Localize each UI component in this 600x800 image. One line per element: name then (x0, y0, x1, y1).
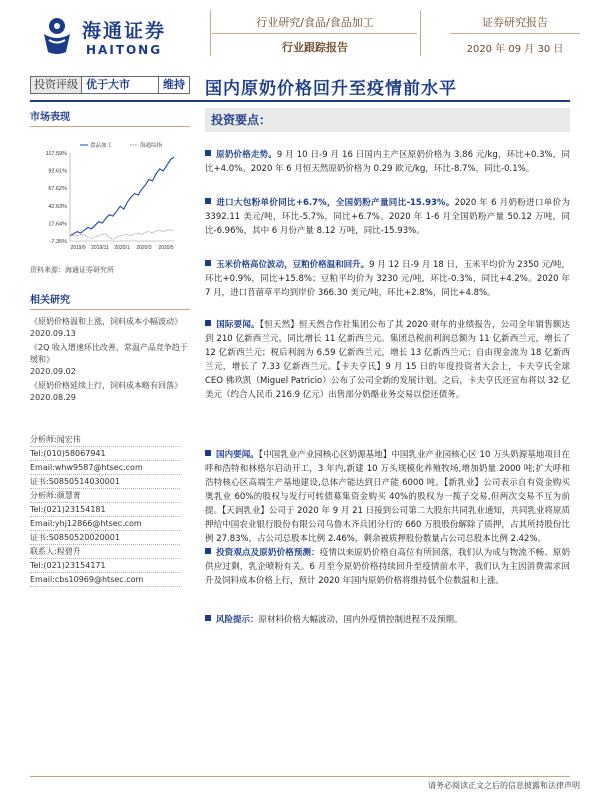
bullet-text: 【恒天然】恒天然合作社集团公布了其 2020 财年的业绩报告，公司全年销售额达到 210 亿新西兰元，同比增长 11 亿新西兰元。集团总税前利润总额为 11 亿新西兰元，增长了 12 亿新西兰元；税后利润为 6.59 亿新西兰元，增长 13 亿新西兰元；自由现金流为 18 亿新西兰元，增长了 7.33 亿新西兰元。【卡夫亨氏】9 月 15 日的年度投资者大会上，卡夫亨氏全球 CEO 佛玖凯（Miguel Patricio）公布了公司全新的发展计划。之后，卡夫亨氏还宣布将以 32 亿美元（约合人民币 216.9 亿元）出售部分奶酪业务交易以偿还债务。 (205, 320, 570, 400)
bullet-lead: 国际要闻。 (216, 320, 260, 330)
analyst-line: 证书:S0850520020001 (30, 531, 180, 545)
legend-label: 海通综指 (140, 143, 163, 149)
analyst-line: Tel:(010)58067941 (30, 447, 180, 461)
market-heading: 市场表现 (30, 108, 190, 127)
bullet-lead: 原奶价格走势。 (216, 150, 277, 160)
bullet-square-icon (205, 548, 211, 554)
related-title: 《原奶价格温和上涨，饲料成本小幅波动》 (30, 317, 182, 326)
x-tick-label: 2019/11 (91, 245, 109, 251)
y-tick-label: 17.64% (48, 221, 67, 228)
title-rule (30, 100, 570, 102)
analyst-line: 分析师:闻宏伟 (30, 433, 180, 447)
keypoint-bullet (205, 148, 570, 176)
bullet-square-icon (205, 320, 211, 326)
bullet-text: 9 月 10 日-9 月 16 日国内主产区原奶价格为 3.86 元/kg，环比+0.3%，同比+4.0%。2020 年 6 月恒天然原奶价格为 0.29 欧元/kg，环比-8.7%，同比-0.1%。 (205, 150, 570, 174)
bullet-lead: 玉米价格高位波动，豆粕价格温和回升。 (216, 260, 370, 270)
related-date: 2020.09.02 (30, 367, 76, 376)
keypoint-bullet (205, 448, 570, 546)
analyst-contacts (30, 433, 180, 587)
keypoint-bullet (205, 546, 570, 588)
logo-english-name: HAITONG (86, 43, 163, 57)
rating-value: 优于大市 (81, 77, 134, 93)
rating-action: 维持 (158, 77, 189, 93)
bullet-text: 【中国乳业产业园核心区奶源基地】中国乳业产业园核心区 10 万头奶源基地项目在呼和浩特和林格尔启动开工，3 年内,新建 10 万头规模化养殖牧场,增加奶量 2000 吨;扩大呼和浩特核心区高端生产基地建设,总体产能达到日产能 6000 吨。【新乳业】公司表示自有资金购买奥乳业 60%的股权与发行可转债募集资金购买 40%的股权为一揽子交易,但两次交易不互为前提。【天润乳业】公司于 2020 年 9 月 21 日接到公司第二大股东共同乳业通知，共同乳业将原质押给中国农业银行股份有限公司乌鲁木齐兵团分行的 660 万股股份解除了质押，占其所持股份比例 27.83%，占公司总股本比例 2.46%，剩余被质押股份数量占公司总股本比例 2.42%。 (205, 450, 570, 544)
analyst-line: Tel:(021)23154171 (30, 559, 180, 573)
sector-path: 行业研究/食品/食品加工 (256, 16, 374, 29)
analyst-email[interactable]: Email:whw9587@htsec.com (30, 461, 180, 475)
header-right (450, 14, 580, 55)
header-rule (212, 33, 417, 34)
bullet-text: 疫情以来原奶价格自高位有所回落，我们认为成与物流不畅、原奶供应过剩，乳企喷粉有关。6 月至今原奶价格持续回升至疫情前水平，我们认为主因消费需求回升及饲料成本价格上行，预计 2020 年国内原奶价格将维持低个位数温和上涨。 (205, 548, 570, 586)
series-line-industry (70, 157, 174, 236)
bullet-lead: 进口大包粉单价同比+6.7%，全国奶粉产量同比-15.93%。 (216, 198, 455, 208)
keypoints-heading: 投资要点： (205, 108, 570, 132)
analyst-email[interactable]: Email:cbs10969@htsec.com (30, 573, 180, 587)
y-tick-label: 67.62% (48, 186, 67, 193)
bullet-text: 9 月 12 日-9 月 18 日，玉米平均价为 2350 元/吨，环比+0.9%，同比+15.8%；豆粕平均价为 3230 元/吨，环比-0.3%，同比+4.2%。2020 年 7 月，进口苜蓿草平均到岸价 366.30 美元/吨，环比+2.8%，同比+4.8%。 (205, 260, 570, 298)
analyst-line: 证书:S0850514030001 (30, 475, 180, 489)
y-tick-label: 117.59% (45, 151, 67, 157)
report-date: 2020 年 09 月 30 日 (466, 44, 564, 55)
keypoint-bullet (205, 196, 570, 238)
bullet-square-icon (205, 450, 211, 456)
x-tick-label: 2019/9 (70, 245, 86, 251)
x-tick-label: 2020/3 (136, 245, 152, 251)
left-sidebar (30, 108, 190, 406)
chart-source: 资料来源：海通证券研究所 (30, 266, 114, 274)
legend-label: 食品加工 (90, 143, 113, 149)
related-date: 2020.09.13 (30, 329, 76, 338)
y-tick-label: -7.35% (49, 239, 67, 245)
keypoint-bullet (205, 258, 570, 300)
bullet-square-icon (205, 150, 211, 156)
rating-label: 投资评级 (31, 77, 81, 93)
related-title: 《2Q 收入增速环比改善，常温产品竞争趋于缓和》 (30, 343, 188, 364)
y-tick-label: 42.63% (48, 203, 67, 210)
analyst-line: 分析师:颜慧菁 (30, 489, 180, 503)
main-content (205, 108, 570, 132)
bullet-square-icon (205, 615, 211, 621)
related-heading: 相关研究 (30, 291, 190, 310)
bullet-lead: 风险提示： (216, 615, 259, 625)
related-title: 《原奶价格延续上行，饲料成本略有回落》 (30, 381, 182, 390)
footer-rule (30, 776, 570, 777)
report-category: 证券研究报告 (482, 16, 548, 29)
report-header (0, 0, 600, 72)
bullet-lead: 投资观点及原奶价格预测： (216, 548, 320, 558)
series-line-index (70, 230, 174, 240)
logo-chinese-name: 海通证券 (82, 20, 167, 42)
analyst-line: Tel:(021)23154181 (30, 503, 180, 517)
haitong-logo (38, 12, 188, 60)
keypoint-bullet (205, 613, 570, 627)
header-divider (420, 10, 421, 56)
market-chart-svg (30, 141, 180, 261)
keypoint-bullet (205, 318, 570, 402)
related-date: 2020.08.29 (30, 393, 76, 402)
market-chart (30, 141, 180, 261)
x-tick-label: 2020/1 (114, 245, 130, 251)
related-list (30, 316, 190, 404)
bullet-lead: 国内要闻。 (216, 450, 259, 460)
related-item[interactable] (30, 342, 190, 378)
header-center (210, 14, 420, 55)
header-rule (450, 33, 580, 34)
x-tick-label: 2020/5 (158, 245, 174, 251)
bullet-square-icon (205, 198, 211, 204)
haitong-emblem-icon (38, 12, 76, 56)
bullet-text: 原材料价格大幅波动，国内外疫情控制进程不及预期。 (258, 615, 463, 625)
related-item[interactable] (30, 316, 190, 340)
investment-rating (30, 76, 190, 94)
legal-disclaimer[interactable]: 请务必阅读正文之后的信息披露和法律声明 (428, 781, 580, 790)
analyst-email[interactable]: Email:yhj12866@htsec.com (30, 517, 180, 531)
bullet-text: 2020 年 6 月奶粉进口单价为 3392.11 美元/吨，环比-5.7%，同比+6.7%。2020 年 1-6 月全国奶粉产量 50.12 万吨，同比-6.96%，其中 6 月份产量 8.12 万吨，同比-15.93%。 (205, 198, 570, 236)
page-title: 国内原奶价格回升至疫情前水平 (205, 79, 457, 99)
bullet-square-icon (205, 260, 211, 266)
y-tick-label: 92.61% (48, 168, 67, 175)
analyst-line: 联系人:程碧升 (30, 545, 180, 559)
related-item[interactable] (30, 380, 190, 404)
report-type: 行业跟踪报告 (282, 41, 348, 54)
